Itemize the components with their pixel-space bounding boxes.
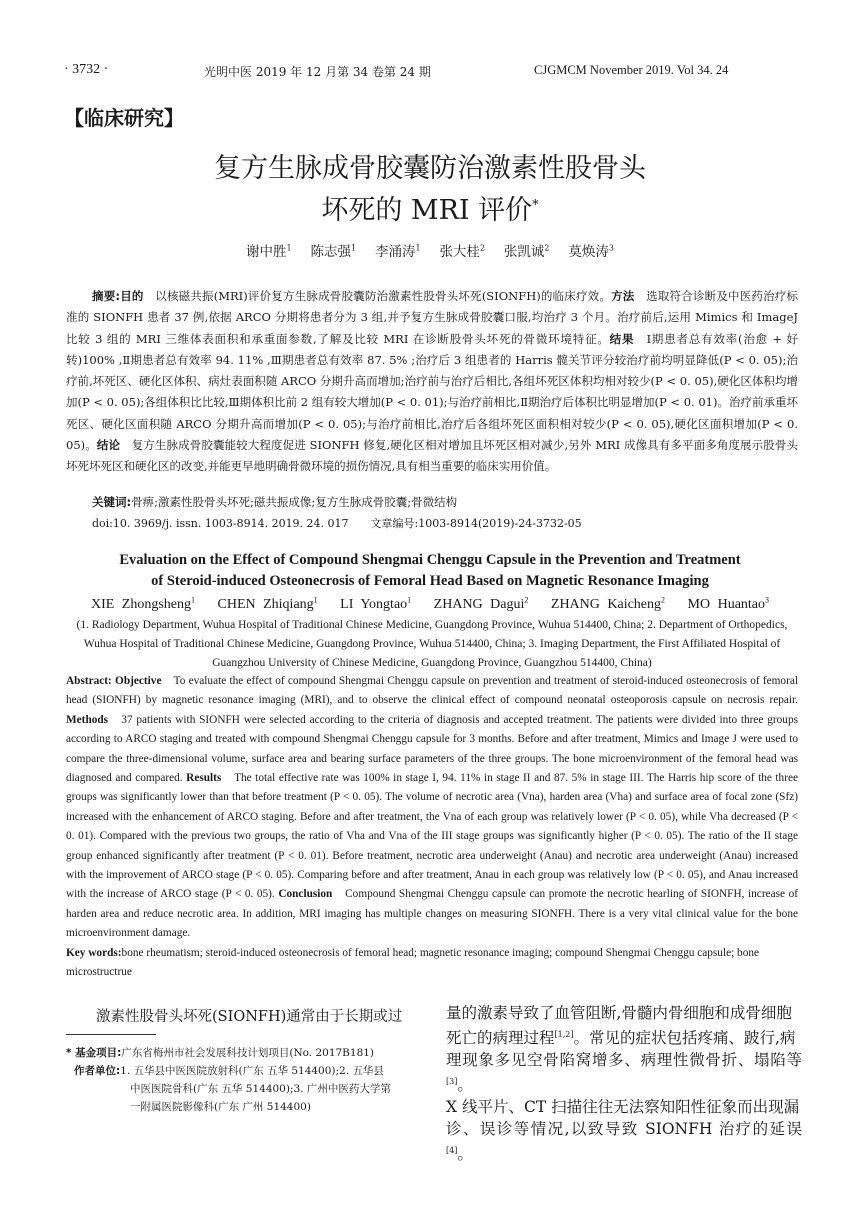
abstract-en: Abstract: Objective To evaluate the effect of compound Shengmai Chenggu capsule on prevention and treatment of steroid-induced osteonecrosis of femoral head (SIONFH) by magnetic resonance imaging (MRI), and to observe the clinical effect of compound neonatal osteoporosis capsule on necrosis repair. Methods 37 patients with SIONFH were selected according to the criteria of diagnosis and accepted treatment. The patients were divided into three groups according to ARCO staging and treated with compound Shengmai Chenggu capsule for 3 months. Before and after treatment, Mimics and Image J were used to compare the three-dimensional volume, surface area and bearing surface parameters of the three groups. The bone microenvironment of the femoral head was diagnosed and compared. Results The total effective rate was 100% in stage I, 94. 11% in stage II and 87. 5% in stage III. The Harris hip score of the three groups was significantly lower than that before treatment (P < 0. 05). The volume of necrotic area (Vna), harden area (Vha) and surface area of focal zone (Sfz) increased with the enhancement of ARCO staging. Before and after treatment, the Vna of each group was relatively lower (P < 0. 05), while Vha decreased (P < 0. 01). Compared with the previous two groups, the ratio of Vha and Vna of the III stage groups was significantly higher (P < 0. 05). The ratio of the II stage group enhanced significantly after treatment (P < 0. 01). Before treatment, necrotic area underweight (Anau) and necrotic area underweight (Anau) increased with the improvement of ARCO stage (P < 0. 05). Comparing before and after treatment, Anau in each group was relatively low (P < 0. 05), and Anau increased with the increase of ARCO stage (P < 0. 05). Conclusion Compound Shengmai Chenggu capsule can promote the necrotic hearling of SIONFH, increase of harden area and reduce necrotic area. In addition, MRI imaging has multiple changes on measuring SIONFH. There is a very vital clinical value for the bone microenvironment damage. [66,675,799,940]
author-en: XIE Zhongsheng$^1$ [90,595,195,612]
running-header [64,62,804,82]
fund-note: * 基金项目:广东省梅州市社会发展科技计划项目(No. 2017B181) 作者单位:1. 五华县中医医院放射科(广东 五华 514400);2. 五华县 中医医院骨科(广东 五华 514400);3. 广州中医药大学第 一附属医院影像科(广东 广州 514400) [66,1047,391,1113]
author-cn: 谢中胜$^1$ [246,243,292,260]
citation: [1,2] [554,1030,574,1039]
journal-name-cn: 光明中医 2019 年 12 月第 34 卷第 24 期 [204,65,431,79]
body-right-column: 量的激素导致了血管阻断,骨髓内骨细胞和成骨细胞 死亡的病理过程[1,2]。常见的症状包括疼痛、跛行,病 理现象多见空骨陷窝增多、病理性微骨折、塌陷等[3]。 X 线平片、CT 扫描往往无法察知阳性征象而出现漏 诊、误诊等情况,以致导致 SIONFH 治疗的延误[4]。 [446,1004,802,1164]
author-en: ZHANG Kaicheng$^2$ [550,595,666,612]
title-cn-line2: 坏死的 MRI 评价* [321,195,539,226]
keywords-cn: 关键词:骨痹;激素性股骨头坏死;磁共振成像;复方生脉成骨胶囊;骨微结构 [92,495,458,509]
keywords-en: Key words:bone rheumatism; steroid-induced osteonecrosis of femoral head; magnetic resonance imaging; compound Shengmai Chenggu capsule; bone microstructrue [66,947,760,979]
citation: [3] [446,1077,458,1087]
title-cn-line1: 复方生脉成骨胶囊防治激素性股骨头 [214,153,646,184]
authors-en [0,595,860,613]
author-en: CHEN Zhiqiang$^1$ [217,595,318,612]
author-cn: 莫焕涛$^3$ [568,243,614,260]
footnote-rule [66,1034,156,1035]
section-label: 【临床研究】 [64,106,184,130]
title-en-line2: of Steroid-induced Osteonecrosis of Femoral Head Based on Magnetic Resonance Imaging [151,573,709,589]
abstract-cn: 摘要:目的 以核磁共振(MRI)评价复方生脉成骨胶囊防治激素性股骨头坏死(SIONFH)的临床疗效。方法 选取符合诊断及中医药治疗标准的 SIONFH 患者 37 例,依据 ARCO 分期将患者分为 3 组,并予复方生脉成骨胶囊口服,均治疗 3 个月。治疗前后,运用 Mimics 和 ImageJ 比较 3 组的 MRI 三维体表面积和承重面参数,了解及比较 MRI 在诊断股骨头坏死的骨微环境特征。结果 Ⅰ期患者总有效率(治愈 + 好转)100% ,Ⅱ期患者总有效率 94. 11% ,Ⅲ期患者总有效率 87. 5% ;治疗后 3 组患者的 Harris 髋关节评分较治疗前均明显降低(P < 0. 05);治疗前,坏死区、硬化区体积、病灶表面积随 ARCO 分期升高而增加;治疗前与治疗后相比,各组坏死区体积均相对较少(P < 0. 05),硬化区体积均增加(P < 0. 05);各组体积比比较,Ⅲ期体积比前 2 组有较大增加(P < 0. 01);与治疗前相比,Ⅱ期治疗后体积比明显增加(P < 0. 01)。治疗前承重坏死区、硬化区面积随 ARCO 分期升高而增加(P < 0. 05);与治疗前相比,治疗后各组坏死区面积相对较少(P < 0. 05),硬化区面积增加(P < 0. 05)。结论 复方生脉成骨胶囊能较大程度促进 SIONFH 修复,硬化区相对增加且坏死区相对减少,另外 MRI 成像具有多平面多角度展示股骨头坏死坏死区和硬化区的改变,并能更早地明确骨微环境的损伤情况,具有相当重要的临床实用价值。 [66,289,799,474]
author-en: LI Yongtao$^1$ [340,595,412,612]
author-cn: 李涌涛$^1$ [374,243,421,260]
title-footnote-mark: * [532,198,539,213]
authors-cn [0,240,860,260]
author-cn: 陈志强$^1$ [310,243,357,260]
author-cn: 张凯诚$^2$ [503,243,550,260]
page-number: · 3732 · [64,62,109,77]
journal-name-en: CJGMCM November 2019. Vol 34. 24 [534,63,729,77]
affiliations-en: (1. Radiology Department, Wuhua Hospital of Traditional Chinese Medicine, Guangdong Province, Wuhua 514400, China; 2. Department of Orthopedics, Wuhua Hospital of Traditional Chinese Medicine, Guangdong Province, Wuhua 514400, China; 3. Imaging Department, the First Affiliated Hospital of Guangzhou University of Chinese Medicine, Guangdong Province, Guangzhou 514400, China) [76,619,788,669]
author-en: ZHANG Dagui$^2$ [433,595,529,612]
body-left-paragraph: 激素性股骨头坏死(SIONFH)通常由于长期或过 [96,1009,403,1025]
doi-line: doi:10. 3969/j. issn. 1003-8914. 2019. 24. 017 文章编号:1003-8914(2019)-24-3732-05 [92,517,582,530]
title-en-line1: Evaluation on the Effect of Compound Shengmai Chenggu Capsule in the Prevention and Treatment [119,552,741,568]
author-en: MO Huantao$^3$ [687,595,770,612]
citation: [4] [446,1146,458,1156]
author-cn: 张大桂$^2$ [439,243,486,260]
